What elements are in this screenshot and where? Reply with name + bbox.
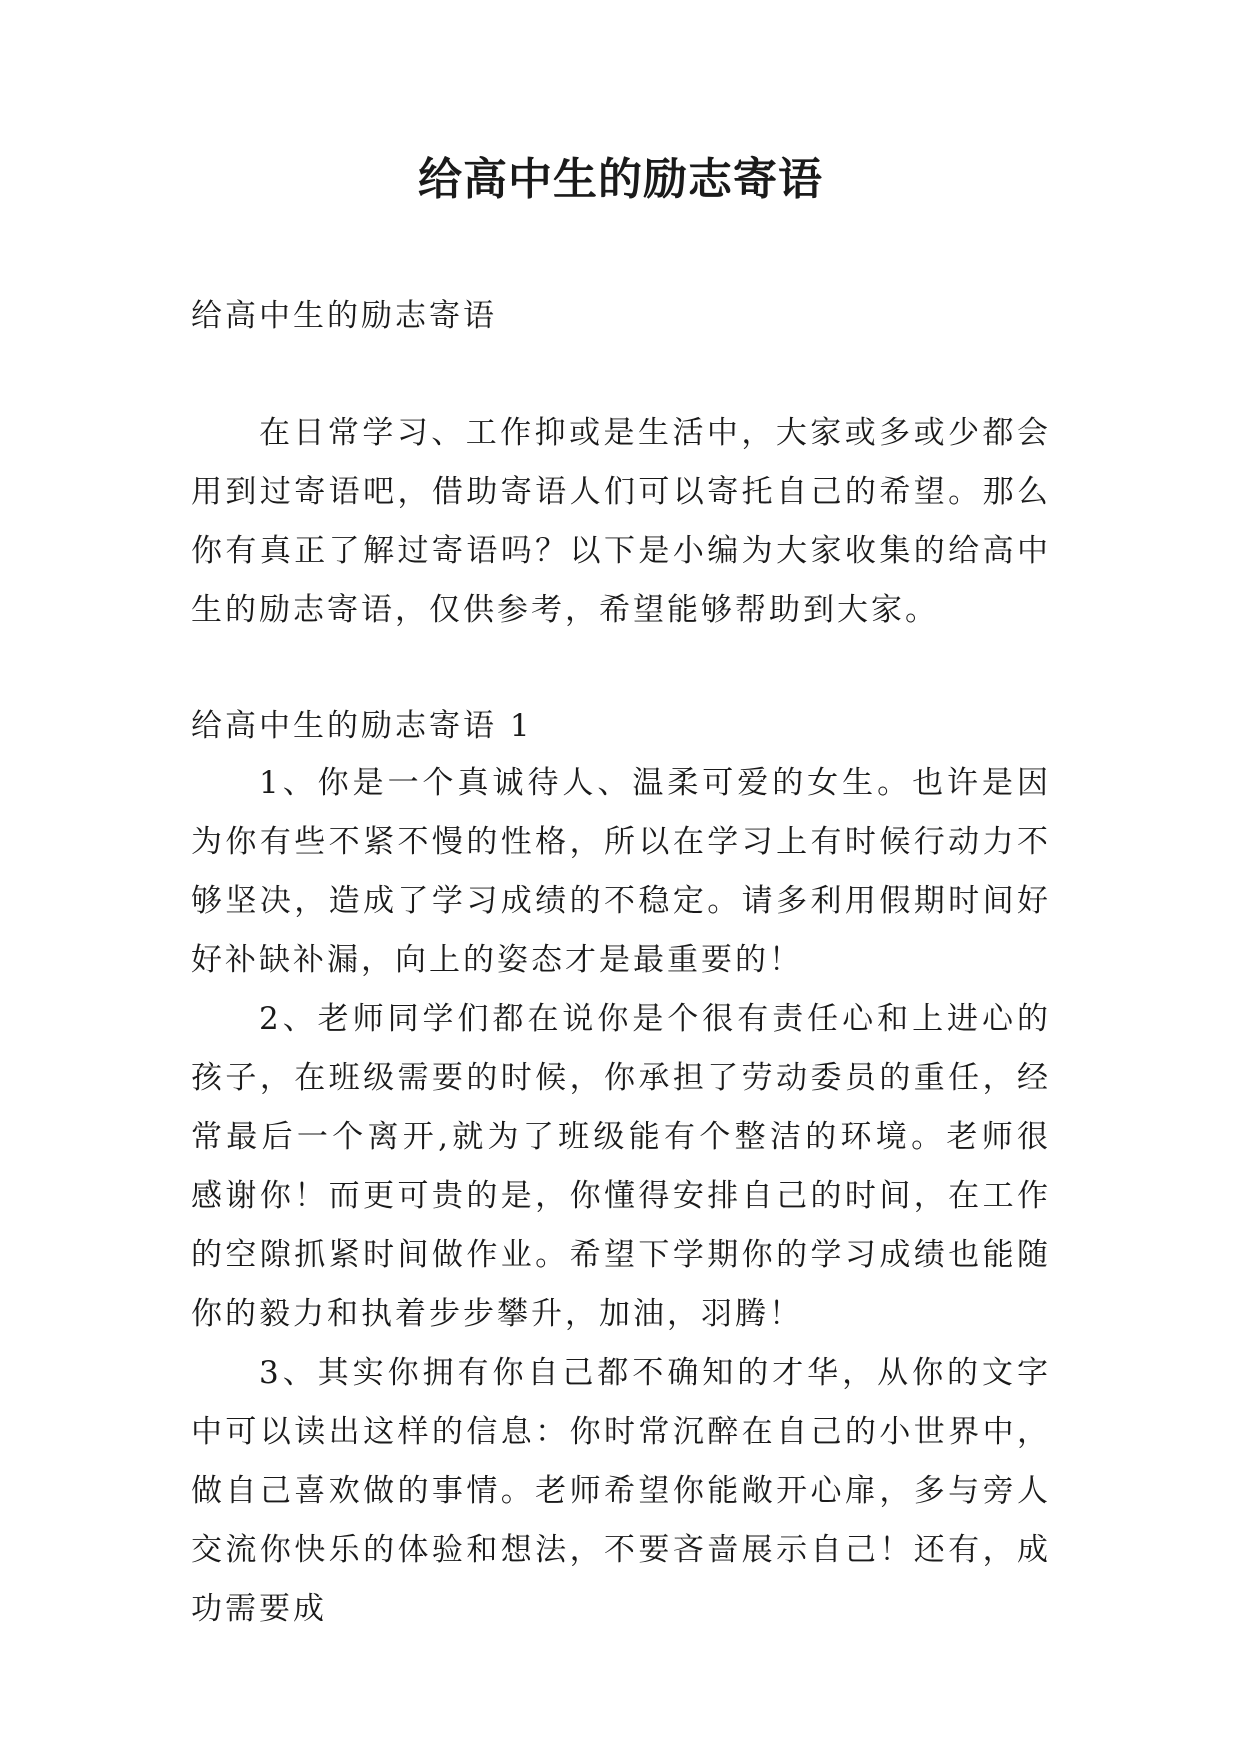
intro-paragraph: 在日常学习、工作抑或是生活中，大家或多或少都会用到过寄语吧，借助寄语人们可以寄托自己的希望。那么你有真正了解过寄语吗？以下是小编为大家收集的给高中生的励志寄语，仅供参考，希望能够帮助到大家。 <box>191 415 1051 628</box>
message-item-1: 1、你是一个真诚待人、温柔可爱的女生。也许是因为你有些不紧不慢的性格，所以在学习上有时候行动力不够坚决，造成了学习成绩的不稳定。请多利用假期时间好好补缺补漏，向上的姿态才是最重要的！ <box>191 765 1051 978</box>
document-subtitle: 给高中生的励志寄语 <box>191 298 497 334</box>
message-item-3: 3、其实你拥有你自己都不确知的才华，从你的文字中可以读出这样的信息：你时常沉醉在自己的小世界中，做自己喜欢做的事情。老师希望你能敞开心扉，多与旁人交流你快乐的体验和想法，不要吝啬展示自己！还有，成功需要成 <box>191 1355 1051 1627</box>
message-item-2: 2、老师同学们都在说你是个很有责任心和上进心的孩子，在班级需要的时候，你承担了劳动委员的重任，经常最后一个离开,就为了班级能有个整洁的环境。老师很感谢你！而更可贵的是，你懂得安排自己的时间，在工作的空隙抓紧时间做作业。希望下学期你的学习成绩也能随你的毅力和执着步步攀升，加油，羽腾！ <box>191 1001 1051 1332</box>
section-heading: 给高中生的励志寄语 1 <box>191 708 533 744</box>
document-title: 给高中生的励志寄语 <box>418 154 823 205</box>
